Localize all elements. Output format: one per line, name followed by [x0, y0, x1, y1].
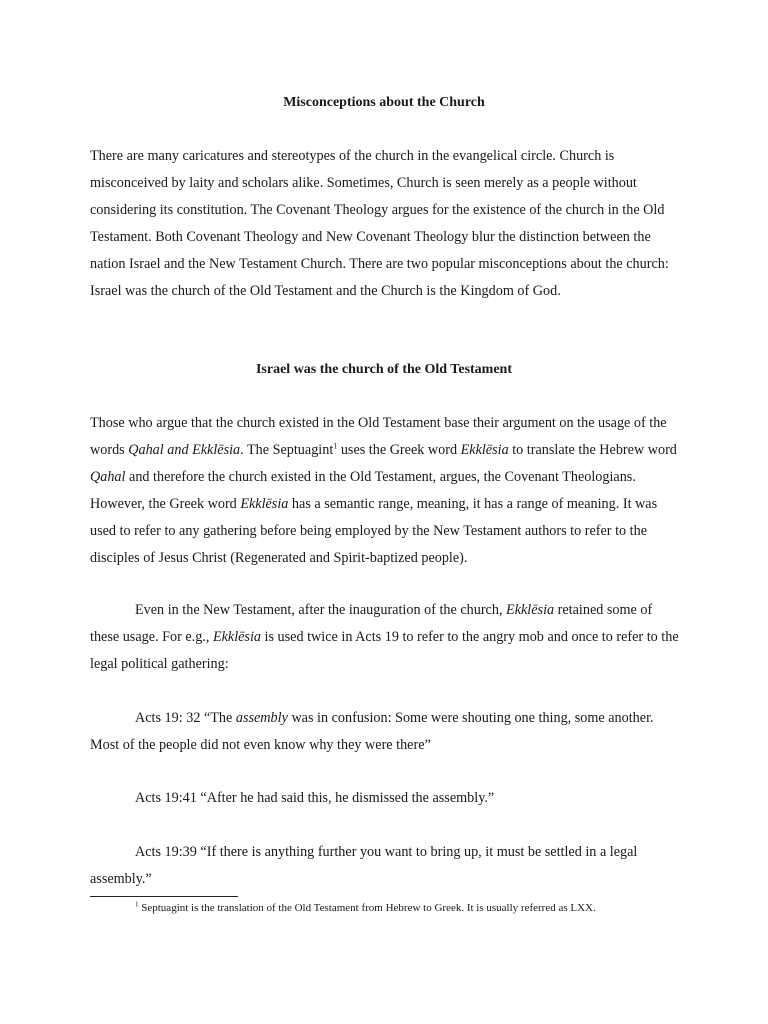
text-run: . The Septuagint — [240, 442, 334, 458]
argument-paragraph — [90, 410, 680, 572]
text-run: retained some of these usage. For e.g., — [90, 602, 653, 645]
footnote — [90, 900, 680, 916]
footnote-number: 1 — [135, 900, 139, 909]
text-run: Those who argue that the church existed in the Old Testament base their argument on the usage of the words — [90, 415, 667, 458]
footnote-text: Septuagint is the translation of the Old Testament from Hebrew to Greek. It is usually referred as LXX. — [138, 902, 596, 914]
italic-term: Ekklēsia — [506, 602, 555, 618]
text-run: Acts 19: 32 “The — [135, 710, 236, 726]
text-run: uses the Greek word — [337, 442, 461, 458]
intro-paragraph: There are many caricatures and stereotypes of the church in the evangelical circle. Church is misconceived by laity and scholars alike. Sometimes, Church is seen merely as a people without considering its constitution. The Covenant Theology argues for the existence of the church in the Old Testament. Both Covenant Theology and New Covenant Theology blur the distinction between the nation Israel and the New Testament Church. There are two popular misconceptions about the church: Israel was the church of the Old Testament and the Church is the Kingdom of God. — [90, 148, 669, 299]
scripture-quote: Acts 19:39 “If there is anything further you want to bring up, it must be settled in a legal assembly.” — [90, 844, 638, 887]
italic-term: Qahal and Ekklēsia — [128, 442, 241, 458]
footnote-reference[interactable]: 1 — [333, 441, 338, 451]
section-heading: Israel was the church of the Old Testament — [255, 362, 513, 377]
italic-term: Ekklēsia — [212, 629, 261, 645]
new-testament-paragraph — [90, 597, 680, 678]
italic-term: Ekklēsia — [460, 442, 509, 458]
page-title: Misconceptions about the Church — [283, 95, 485, 110]
text-run: is used twice in Acts 19 to refer to the angry mob and once to refer to the legal political gathering: — [90, 629, 679, 672]
italic-term: assembly — [235, 710, 288, 726]
footnote-divider — [90, 896, 238, 897]
text-run: Even in the New Testament, after the inauguration of the church, — [135, 602, 507, 618]
text-run: to translate the Hebrew word — [508, 442, 677, 458]
italic-term: Qahal — [90, 469, 126, 485]
scripture-quote — [90, 705, 680, 759]
text-run: and therefore the church existed in the Old Testament, argues, the Covenant Theologians. However, the Greek word — [90, 469, 636, 512]
text-run: has a semantic range, meaning, it has a range of meaning. It was used to refer to any gathering before being employed by the New Testament authors to refer to the disciples of Jesus Christ (Regenerated and Spirit-baptized people). — [90, 496, 658, 566]
text-run: was in confusion: Some were shouting one thing, some another. Most of the people did not even know why they were there” — [90, 710, 654, 753]
italic-term: Ekklēsia — [240, 496, 289, 512]
scripture-quote: Acts 19:41 “After he had said this, he dismissed the assembly.” — [135, 790, 495, 806]
